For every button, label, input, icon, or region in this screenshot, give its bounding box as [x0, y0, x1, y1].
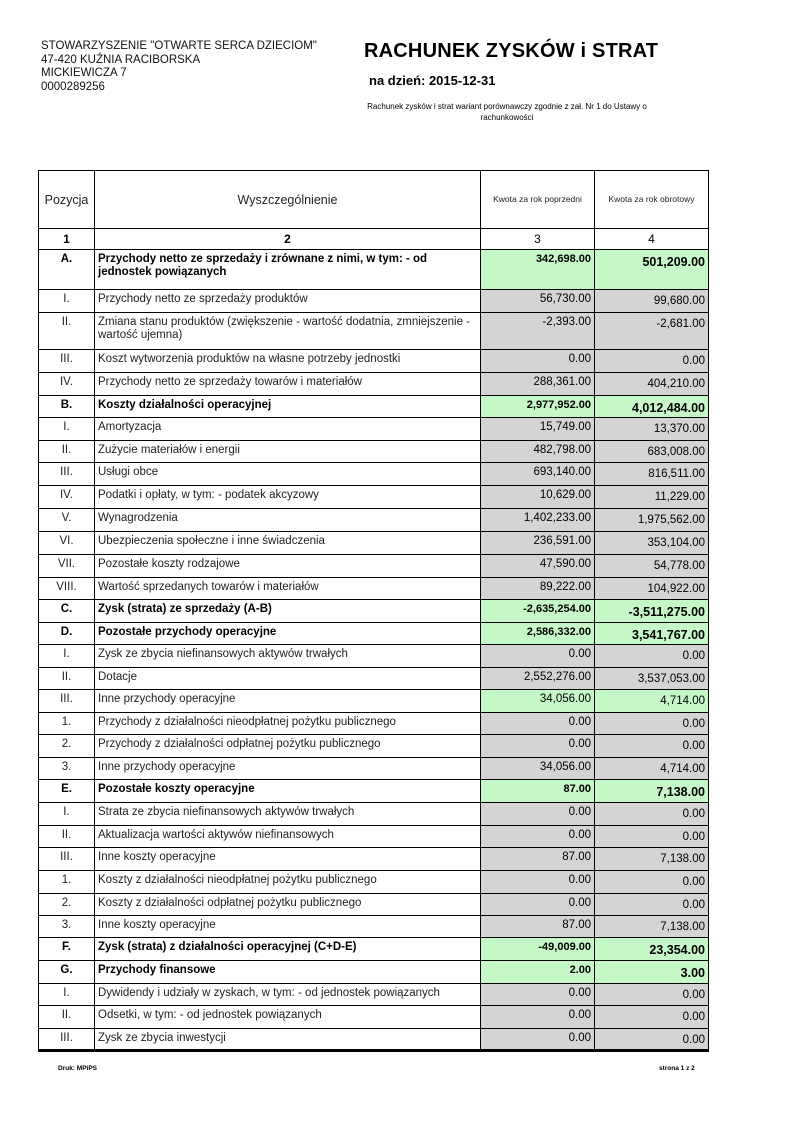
row-current-amount: 4,012,484.00 — [595, 396, 709, 418]
row-position: III. — [39, 690, 95, 713]
row-current-amount: -3,511,275.00 — [595, 600, 709, 623]
row-description: Koszty działalności operacyjnej — [95, 396, 481, 418]
row-description: Inne przychody operacyjne — [95, 690, 481, 713]
row-previous-amount: 87.00 — [481, 916, 595, 938]
row-position: IV. — [39, 373, 95, 396]
row-current-amount: 99,680.00 — [595, 290, 709, 313]
row-current-amount: 0.00 — [595, 826, 709, 848]
row-previous-amount: 2,977,952.00 — [481, 396, 595, 418]
table-row — [39, 961, 709, 984]
row-previous-amount: 34,056.00 — [481, 690, 595, 713]
row-current-amount: 0.00 — [595, 735, 709, 758]
row-previous-amount: 89,222.00 — [481, 578, 595, 600]
header-previous-year: Kwota za rok poprzedni — [481, 171, 595, 229]
table-row — [39, 1029, 709, 1051]
row-description: Przychody z działalności odpłatnej pożytku publicznego — [95, 735, 481, 758]
table-row — [39, 373, 709, 396]
print-source: Druk: MPiPS — [58, 1065, 98, 1072]
report-date: na dzień: 2015-12-31 — [369, 73, 496, 88]
row-current-amount: 0.00 — [595, 1006, 709, 1029]
organization-name: STOWARZYSZENIE "OTWARTE SERCA DZIECIOM" — [41, 40, 317, 52]
page-number: strona 1 z 2 — [659, 1065, 695, 1072]
row-position: C. — [39, 600, 95, 623]
row-description: Przychody finansowe — [95, 961, 481, 984]
table-row — [39, 600, 709, 623]
row-position: VIII. — [39, 578, 95, 600]
row-position: I. — [39, 290, 95, 313]
table-row — [39, 290, 709, 313]
table-row — [39, 486, 709, 509]
row-description: Koszt wytworzenia produktów na własne potrzeby jednostki — [95, 350, 481, 373]
row-current-amount: 0.00 — [595, 803, 709, 826]
row-description: Pozostałe koszty operacyjne — [95, 780, 481, 803]
row-previous-amount: 0.00 — [481, 803, 595, 826]
table-row — [39, 350, 709, 373]
row-current-amount: 816,511.00 — [595, 463, 709, 486]
column-number: 4 — [595, 229, 709, 250]
row-previous-amount: 0.00 — [481, 984, 595, 1006]
row-description: Dywidendy i udziały w zyskach, w tym: - od jednostek powiązanych — [95, 984, 481, 1006]
row-position: V. — [39, 509, 95, 532]
row-position: III. — [39, 350, 95, 373]
row-previous-amount: 288,361.00 — [481, 373, 595, 396]
table-row — [39, 441, 709, 463]
row-position: E. — [39, 780, 95, 803]
column-number: 3 — [481, 229, 595, 250]
row-description: Zysk ze zbycia niefinansowych aktywów trwałych — [95, 645, 481, 668]
row-position: II. — [39, 441, 95, 463]
row-description: Pozostałe przychody operacyjne — [95, 623, 481, 645]
table-row — [39, 780, 709, 803]
row-previous-amount: -2,635,254.00 — [481, 600, 595, 623]
table-row — [39, 826, 709, 848]
row-current-amount: 0.00 — [595, 984, 709, 1006]
row-current-amount: 4,714.00 — [595, 758, 709, 780]
row-current-amount: 7,138.00 — [595, 848, 709, 871]
row-description: Zmiana stanu produktów (zwiększenie - wartość dodatnia, zmniejszenie - wartość ujemna) — [95, 313, 481, 350]
row-current-amount: 353,104.00 — [595, 532, 709, 555]
row-previous-amount: 342,698.00 — [481, 250, 595, 290]
row-position: B. — [39, 396, 95, 418]
row-description: Wynagrodzenia — [95, 509, 481, 532]
row-previous-amount: 15,749.00 — [481, 418, 595, 441]
column-number: 1 — [39, 229, 95, 250]
row-position: II. — [39, 313, 95, 350]
row-position: 2. — [39, 735, 95, 758]
row-current-amount: 4,714.00 — [595, 690, 709, 713]
row-previous-amount: 87.00 — [481, 848, 595, 871]
row-previous-amount: -49,009.00 — [481, 938, 595, 961]
table-row — [39, 916, 709, 938]
row-current-amount: 54,778.00 — [595, 555, 709, 578]
row-current-amount: 404,210.00 — [595, 373, 709, 396]
row-description: Aktualizacja wartości aktywów niefinansowych — [95, 826, 481, 848]
table-row — [39, 645, 709, 668]
row-current-amount: 3,537,053.00 — [595, 668, 709, 690]
row-current-amount: 0.00 — [595, 894, 709, 916]
row-previous-amount: 0.00 — [481, 871, 595, 894]
row-current-amount: 683,008.00 — [595, 441, 709, 463]
row-previous-amount: -2,393.00 — [481, 313, 595, 350]
table-row — [39, 250, 709, 290]
row-position: I. — [39, 645, 95, 668]
table-row — [39, 984, 709, 1006]
row-position: I. — [39, 984, 95, 1006]
row-current-amount: 0.00 — [595, 350, 709, 373]
row-previous-amount: 10,629.00 — [481, 486, 595, 509]
table-row — [39, 396, 709, 418]
row-previous-amount: 56,730.00 — [481, 290, 595, 313]
organization-block — [41, 40, 317, 94]
row-description: Zysk (strata) z działalności operacyjnej (C+D-E) — [95, 938, 481, 961]
row-current-amount: 13,370.00 — [595, 418, 709, 441]
organization-id: 0000289256 — [41, 80, 105, 93]
row-previous-amount: 482,798.00 — [481, 441, 595, 463]
table-row — [39, 623, 709, 645]
row-position: III. — [39, 1029, 95, 1051]
row-description: Przychody netto ze sprzedaży towarów i materiałów — [95, 373, 481, 396]
row-current-amount: 0.00 — [595, 645, 709, 668]
row-current-amount: 0.00 — [595, 713, 709, 735]
row-description: Przychody netto ze sprzedaży i zrównane z nimi, w tym: - od jednostek powiązanych — [95, 250, 481, 290]
table-row — [39, 555, 709, 578]
table-row — [39, 532, 709, 555]
page-title: RACHUNEK ZYSKÓW i STRAT — [364, 40, 659, 62]
row-previous-amount: 236,591.00 — [481, 532, 595, 555]
row-position: II. — [39, 668, 95, 690]
row-description: Zużycie materiałów i energii — [95, 441, 481, 463]
row-description: Usługi obce — [95, 463, 481, 486]
row-position: D. — [39, 623, 95, 645]
row-previous-amount: 0.00 — [481, 826, 595, 848]
row-description: Dotacje — [95, 668, 481, 690]
row-description: Koszty z działalności odpłatnej pożytku publicznego — [95, 894, 481, 916]
row-previous-amount: 0.00 — [481, 735, 595, 758]
row-previous-amount: 34,056.00 — [481, 758, 595, 780]
table-row — [39, 894, 709, 916]
column-number: 2 — [95, 229, 481, 250]
table-row — [39, 713, 709, 735]
table-row — [39, 418, 709, 441]
row-description: Amortyzacja — [95, 418, 481, 441]
table-row — [39, 313, 709, 350]
table-row — [39, 938, 709, 961]
table-row — [39, 463, 709, 486]
report-subtitle: Rachunek zysków i strat wariant porównawczy zgodnie z zał. Nr 1 do Ustawy o rachunkowości — [367, 102, 647, 122]
row-position: F. — [39, 938, 95, 961]
row-position: G. — [39, 961, 95, 984]
row-current-amount: 0.00 — [595, 1029, 709, 1051]
row-previous-amount: 0.00 — [481, 713, 595, 735]
row-description: Inne koszty operacyjne — [95, 848, 481, 871]
row-previous-amount: 0.00 — [481, 1029, 595, 1051]
row-description: Przychody netto ze sprzedaży produktów — [95, 290, 481, 313]
header-description: Wyszczególnienie — [95, 171, 481, 229]
table-row — [39, 668, 709, 690]
row-position: 3. — [39, 758, 95, 780]
table-row — [39, 578, 709, 600]
row-previous-amount: 47,590.00 — [481, 555, 595, 578]
row-current-amount: 104,922.00 — [595, 578, 709, 600]
row-description: Podatki i opłaty, w tym: - podatek akcyzowy — [95, 486, 481, 509]
header-current-year: Kwota za rok obrotowy — [595, 171, 709, 229]
row-current-amount: 1,975,562.00 — [595, 509, 709, 532]
row-position: VII. — [39, 555, 95, 578]
row-position: I. — [39, 803, 95, 826]
row-description: Inne koszty operacyjne — [95, 916, 481, 938]
table-row — [39, 509, 709, 532]
row-previous-amount: 1,402,233.00 — [481, 509, 595, 532]
organization-street: MICKIEWICZA 7 — [41, 67, 127, 79]
row-position: 2. — [39, 894, 95, 916]
row-description: Strata ze zbycia niefinansowych aktywów trwałych — [95, 803, 481, 826]
row-position: II. — [39, 826, 95, 848]
row-position: 1. — [39, 713, 95, 735]
row-current-amount: 501,209.00 — [595, 250, 709, 290]
row-description: Przychody z działalności nieodpłatnej pożytku publicznego — [95, 713, 481, 735]
row-previous-amount: 0.00 — [481, 645, 595, 668]
table-row — [39, 848, 709, 871]
row-description: Inne przychody operacyjne — [95, 758, 481, 780]
row-previous-amount: 2,552,276.00 — [481, 668, 595, 690]
row-previous-amount: 0.00 — [481, 894, 595, 916]
organization-city: 47-420 KUŹNIA RACIBORSKA — [41, 53, 201, 66]
row-current-amount: 11,229.00 — [595, 486, 709, 509]
row-previous-amount: 0.00 — [481, 350, 595, 373]
row-current-amount: 3.00 — [595, 961, 709, 984]
row-position: 3. — [39, 916, 95, 938]
row-description: Koszty z działalności nieodpłatnej pożytku publicznego — [95, 871, 481, 894]
table-row — [39, 758, 709, 780]
table-row — [39, 735, 709, 758]
row-previous-amount: 0.00 — [481, 1006, 595, 1029]
income-statement-table — [38, 170, 709, 1052]
row-description: Odsetki, w tym: - od jednostek powiązanych — [95, 1006, 481, 1029]
row-current-amount: -2,681.00 — [595, 313, 709, 350]
row-position: II. — [39, 1006, 95, 1029]
row-description: Ubezpieczenia społeczne i inne świadczenia — [95, 532, 481, 555]
column-numbers-row — [39, 229, 709, 250]
row-previous-amount: 2.00 — [481, 961, 595, 984]
row-previous-amount: 2,586,332.00 — [481, 623, 595, 645]
row-description: Pozostałe koszty rodzajowe — [95, 555, 481, 578]
header-position: Pozycja — [39, 171, 95, 229]
table-header-row — [39, 171, 709, 229]
table-row — [39, 690, 709, 713]
row-current-amount: 3,541,767.00 — [595, 623, 709, 645]
table-row — [39, 871, 709, 894]
row-description: Wartość sprzedanych towarów i materiałów — [95, 578, 481, 600]
row-position: IV. — [39, 486, 95, 509]
row-position: III. — [39, 463, 95, 486]
row-position: VI. — [39, 532, 95, 555]
row-current-amount: 0.00 — [595, 871, 709, 894]
row-current-amount: 23,354.00 — [595, 938, 709, 961]
row-position: 1. — [39, 871, 95, 894]
row-position: I. — [39, 418, 95, 441]
table-row — [39, 803, 709, 826]
row-position: III. — [39, 848, 95, 871]
table-row — [39, 1006, 709, 1029]
row-position: A. — [39, 250, 95, 290]
row-current-amount: 7,138.00 — [595, 780, 709, 803]
row-description: Zysk (strata) ze sprzedaży (A-B) — [95, 600, 481, 623]
row-previous-amount: 693,140.00 — [481, 463, 595, 486]
row-description: Zysk ze zbycia inwestycji — [95, 1029, 481, 1051]
row-current-amount: 7,138.00 — [595, 916, 709, 938]
row-previous-amount: 87.00 — [481, 780, 595, 803]
